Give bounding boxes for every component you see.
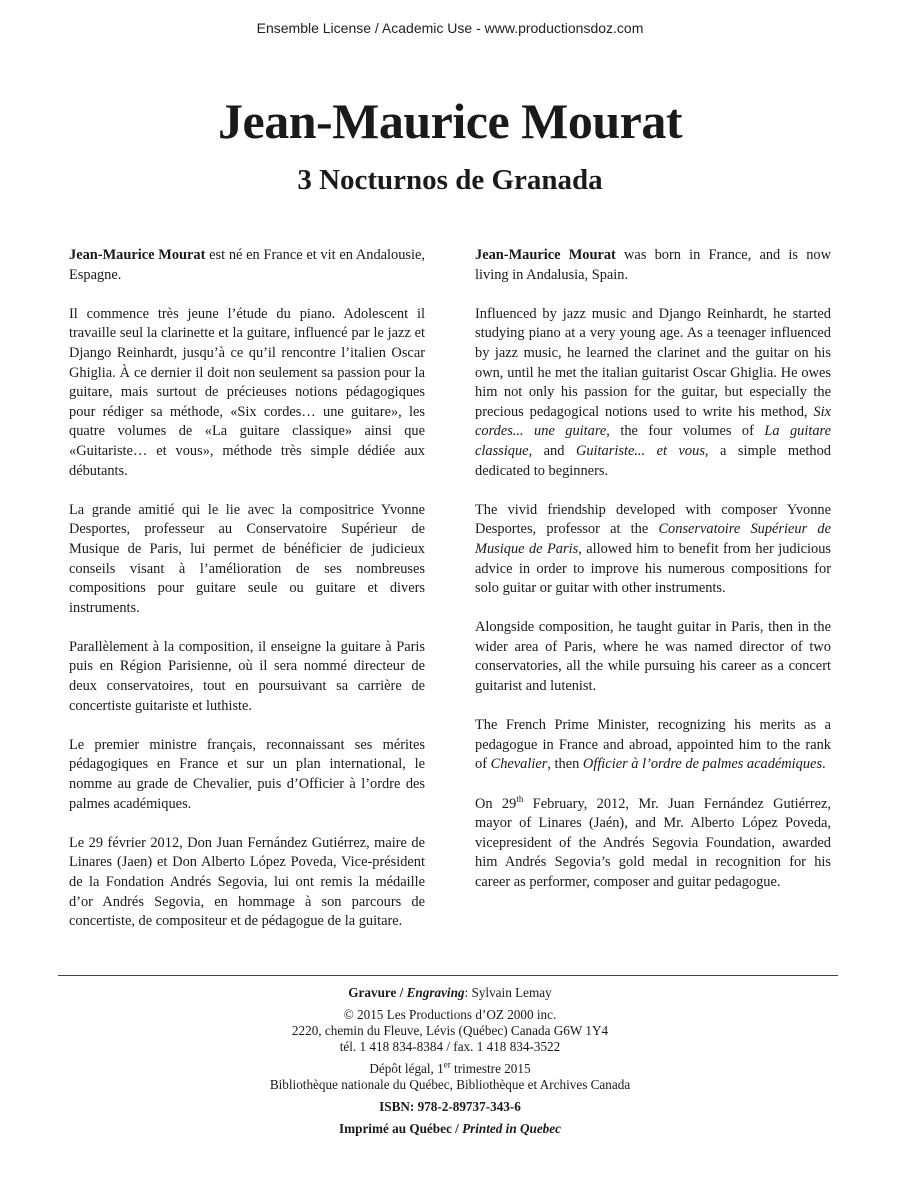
fr-paragraph-5: Le premier ministre français, reconnaissant ses mérites pédagogiques en France et sur un plan international, le nomme au grade de Chevalier, puis d’Officier à l’ordre des palmes académiques. — [69, 736, 425, 812]
libraries-line: Bibliothèque nationale du Québec, Bibliothèque et Archives Canada — [269, 1077, 631, 1092]
en-paragraph-6: On 29th February, 2012, Mr. Juan Fernández Gutiérrez, mayor of Linares (Jaén), and Mr. Alberto López Poveda, vicepresident of the Andrés Segovia Foundation, awarded him Andrés Segovia’s gold medal in recognition for his career as performer, composer and guitar pedagogue. — [475, 793, 832, 890]
copyright-line: © 2015 Les Productions d’OZ 2000 inc. — [343, 1007, 557, 1022]
fr-paragraph-4: Parallèlement à la composition, il enseigne la guitare à Paris puis en Région Parisienne, où il sera nommé directeur de deux conservatoires, tout en poursuivant sa carrière de concertiste guitariste et luthiste. — [69, 638, 425, 714]
en-paragraph-1: Jean-Maurice Mourat was born in France, and is now living in Andalusia, Spain. — [475, 247, 831, 283]
phone-line: tél. 1 418 834-8384 / fax. 1 418 834-3522 — [339, 1039, 561, 1054]
en-composer-bold: Jean-Maurice Mourat — [475, 247, 616, 263]
license-header: Ensemble License / Academic Use - www.productionsdoz.com — [256, 20, 644, 36]
french-column — [69, 246, 425, 951]
fr-paragraph-6: Le 29 février 2012, Don Juan Fernández Gutiérrez, maire de Linares (Jaen) et Don Alberto López Poveda, Vice-président de la Fondation Andrés Segovia, lui ont remis la médaille d’or Andrés Segovia, en hommage à son parcours de concertiste, de compositeur et de pédagogue de la guitare. — [69, 834, 425, 930]
fr-paragraph-1: Jean-Maurice Mourat est né en France et vit en Andalousie, Espagne. — [69, 247, 425, 283]
composer-name: Jean-Maurice Mourat — [218, 93, 682, 149]
fr-composer-bold: Jean-Maurice Mourat — [69, 247, 206, 263]
work-title: 3 Nocturnos de Granada — [297, 164, 603, 196]
en-paragraph-2: Influenced by jazz music and Django Reinhardt, he started studying piano at a very young age. As a teenager influenced by jazz music, he learned the clarinet and the guitar on his own, until he met the italian guitarist Oscar Ghiglia. He owes him not only his passion for the guitar, but especially the precious pedagogical notions used to write his method, Six cordes... une guitare, the four volumes of La guitare classique, and Guitariste... et vous, a simple method dedicated to beginners. — [475, 305, 831, 479]
en-paragraph-5: The French Prime Minister, recognizing his merits as a pedagogue in France and abroad, appointed him to the rank of Chevalier, then Officier à l’ordre de palmes académiques. — [475, 717, 831, 773]
legal-deposit-line: Dépôt légal, 1er trimestre 2015 — [369, 1059, 531, 1076]
fr-paragraph-2: Il commence très jeune l’étude du piano. Adolescent il travaille seul la clarinette et la guitare, influencé par le jazz et Django Reinhardt, jusqu’à ce qu’il rencontre l’italien Oscar Ghiglia. À ce dernier il doit non seulement sa passion pour la guitare, mais surtout de précieuses notions pédagogiques pour rédiger sa méthode, «Six cordes… une guitare», les quatre volumes de «La guitare classique» ainsi que «Guitariste… et vous», méthode très simple dédiée aux débutants. — [69, 305, 425, 479]
footer-divider — [58, 975, 838, 976]
credits-block — [0, 985, 900, 1137]
printed-line: Imprimé au Québec / Printed in Quebec — [339, 1121, 561, 1136]
isbn-line: ISBN: 978-2-89737-343-6 — [379, 1099, 521, 1114]
engraving-credit: Gravure / Engraving: Sylvain Lemay — [348, 985, 552, 1000]
address-line: 2220, chemin du Fleuve, Lévis (Québec) Canada G6W 1Y4 — [291, 1023, 609, 1038]
fr-paragraph-3: La grande amitié qui le lie avec la compositrice Yvonne Desportes, professeur au Conservatoire Supérieur de Musique de Paris, lui permet de bénéficier de judicieux conseils visant à l’amélioration de ses nombreuses compositions pour guitare seule ou guitare et divers instruments. — [69, 501, 425, 616]
english-column — [475, 246, 831, 912]
en-paragraph-3: The vivid friendship developed with composer Yvonne Desportes, professor at the Conservatoire Supérieur de Musique de Paris, allowed him to benefit from her judicious advice in order to improve his numerous compositions for solo guitar or guitar with other instruments. — [475, 501, 831, 597]
en-paragraph-4: Alongside composition, he taught guitar in Paris, then in the wider area of Paris, where he was named director of two conservatories, all the while pursuing his career as a concert guitarist and lutenist. — [475, 619, 831, 695]
